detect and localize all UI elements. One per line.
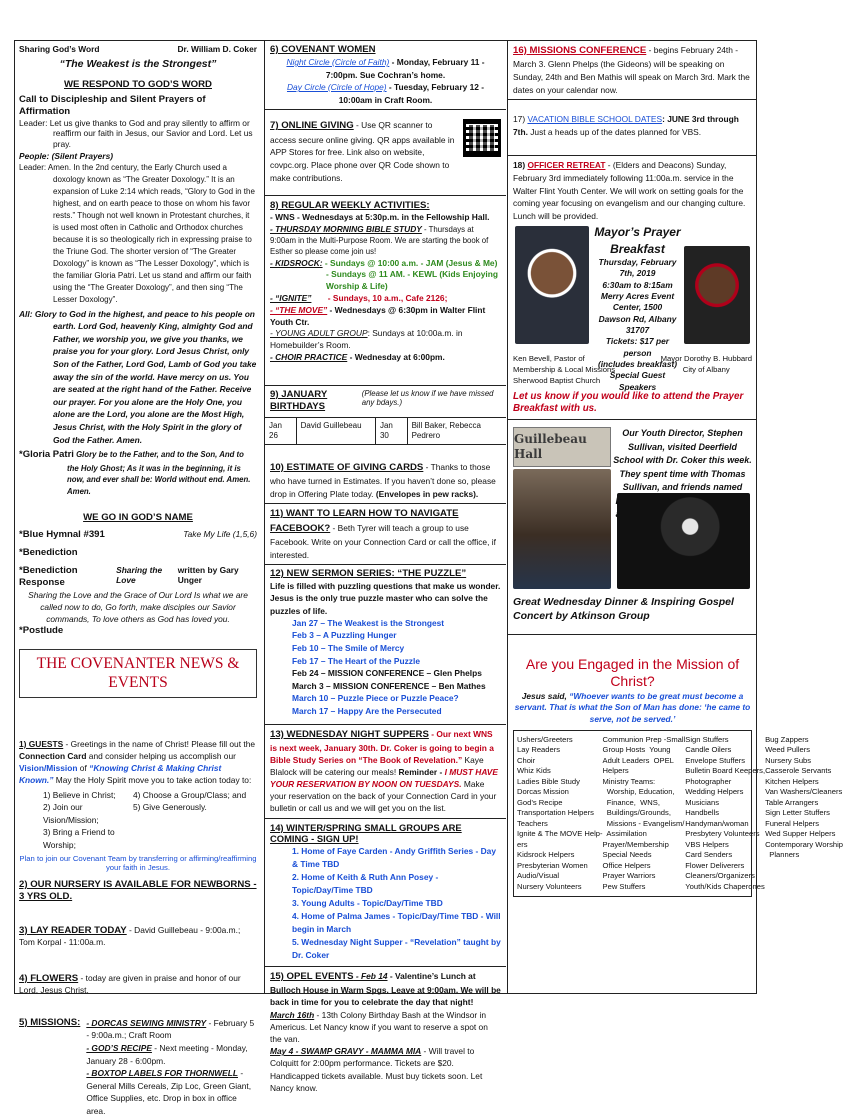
ministry-item: Prayer/Membership [602,839,669,849]
caption-right: Mayor Dorothy B. Hubbard City of Albany [660,354,752,375]
small-groups-list [270,845,501,962]
list-item: 1. Home of Faye Carden - Andy Griffith Series - Day & Time TBD [292,846,496,870]
prayer-breakfast-cta: Let us know if you would like to attend the Prayer Breakfast with us. [513,390,744,415]
ministry-item: Funeral Helpers [765,818,820,828]
speaker-photo-ken-bevell [515,226,589,344]
sermon-series-item: Feb 10 – The Smile of Mercy [292,642,405,653]
ministry-item: Pew Stuffers [602,881,646,891]
sermon-series-item: Feb 3 – A Puzzling Hunger [292,630,397,641]
go-in-heading: WE GO IN GOD’S NAME [83,511,193,523]
s8-title: 8) REGULAR WEEKLY ACTIVITIES: [270,200,430,212]
ministry-item [765,861,843,871]
s9-header: 9) JANUARY BIRTHDAYS (Please let us know if we have missed any bdays.) [270,388,494,412]
news-item-missions: 5) MISSIONS: - DORCAS SEWING MINISTRY - February 5 - 9:00a.m.; Craft Room - GOD’S RECIPE - Next meeting - Monday, January 28 - 6:00pm. - BOXTOP LABELS FOR THORNWELL - General Mills Cereals, Zip Loc, Green Giant, Office Supplies, etc. Drop in box in office area. [19,1017,257,1118]
ministry-item: Nursery Volunteers [517,881,582,891]
qr-code-icon[interactable] [463,119,501,157]
call-heading: Call to Discipleship and Silent Prayers of Affirmation [19,93,206,117]
preacher-name: Dr. William D. Coker [177,44,257,54]
table-cell: Jan 30 [376,418,408,444]
ministry-grid [513,730,843,897]
ministry-item: Presbytery Volunteers [685,829,760,839]
s11-facebook: 11) WANT TO LEARN HOW TO NAVIGATE FACEBOOK? - Beth Tyrer will teach a group to use Facebook. Write on your Connection Card or call the office, if interested. [270,508,496,560]
sermon-series-item: March 3 – MISSION CONFERENCE – Ben Mathes [292,680,486,691]
youth-director-text: Our Youth Director, Stephen Sullivan, visited Deerfield School with Dr. Coker this week. They spent time with Thomas Sullivan, and friends named [613,428,752,493]
ministry-item: Contemporary Worship [765,839,843,849]
s13-suppers: 13) WEDNESDAY NIGHT SUPPERS - Our next WNS is next week, January 30th. Dr. Coker is going to begin a Bible Study Series on “The Book of Revelation.” Kaye Blalock will be catering our meals! Reminder - I MUST HAVE YOUR RESERVATION BY NOON ON TUESDAYS. Make your reservation on the back of your Connection Card in your bulletin or call us and we will get you on the list. [270,728,498,814]
list-item: - GOD’S RECIPE - Next meeting - Monday, January 28 - 6:00pm. [86,1042,248,1066]
table-cell: David Guillebeau [297,418,376,444]
ministry-item: Special Needs [602,850,652,860]
list-item: - “THE MOVE” - Wednesdays @ 6:30pm in Walter Flint Youth Ctr. [270,304,486,327]
guillebeau-hall-sign: Guillebeau Hall [513,427,611,467]
s10-giving-cards: 10) ESTIMATE OF GIVING CARDS - Thanks to those who have turned in Estimates. If you haven’t done so, please drop in Offering Plate today. (Envelopes in pew racks). [270,461,496,499]
column-events [507,40,843,994]
list-item: 3. Young Adults - Topic/Day/Time TBD [292,898,443,909]
ministry-item: Lay Readers [517,745,561,755]
covenant-team-note: Plan to join our Covenant Team by transferring or affirming/reaffirming your faith in Jesus. [19,853,257,873]
ministry-item: Helpers [602,766,629,776]
birthday-table [265,417,506,445]
ministry-item [765,882,843,892]
gloria-patri: *Gloria Patri Glory be to the Father, and to the Son, And to the Holy Ghost; As it was in the beginning, it is now, and ever shall be: World without end. Amen. Amen. [19,449,251,496]
missions-list [80,1017,257,1118]
s15-opel-events: 15) OPEL EVENTS - Feb 14 - Valentine’s Lunch at Bulloch House in Warm Spgs. Leave at 9:00am. We will be back in time for you to celebrate the day that night! March 16th - 13th Colony Birthday Bash at the Windsor in Americus. Let Nancy know if you want to reserve a spot on the van. May 4 - SWAMP GRAVY - MAMMA MIA - Will travel to Colquitt for 2:00pm performance. Tickets are $20. Handicapped tickets available. Must buy tickets soon. Let Nancy know. [270,971,501,1093]
sermon-series-list [270,617,501,718]
ministry-item: Flower Deliverers [685,860,745,870]
ministry-item: Whiz Kids [517,766,551,776]
ministry-item: Sign Letter Stuffers [765,808,830,818]
ministry-item: Card Senders [685,850,733,860]
ministry-item: Youth/Kids Chaperones [685,881,765,891]
ministry-item: Finance, WNS, [602,797,660,807]
list-item: - Sundays @ 11 AM. - KEWL (Kids Enjoying Worship & Life) [326,269,498,292]
list-item: - KIDSROCK: - Sundays @ 10:00 a.m. - JAM (Jesus & Me) [270,257,498,268]
leader-paragraph-1: Leader: Let us give thanks to God and pray silently to affirm or reaffirm our faith in Jesus, our Savior and Lord. Let us pray. [19,117,253,149]
s6-title: 6) COVENANT WOMEN [270,44,376,55]
list-item: - DORCAS SEWING MINISTRY - February 5 - 9:00a.m.; Craft Room [86,1017,255,1041]
sermon-section-label: Sharing God’s Word [19,44,100,54]
ministry-item: Transportation Helpers [517,808,594,818]
ministry-item: Wed Supper Helpers [765,829,836,839]
benediction: *Benediction [19,546,78,558]
postlude: *Postlude [19,625,64,637]
news-item-flowers: 4) FLOWERS - today are given in praise and honor of our Lord, Jesus Christ. [19,972,241,995]
table-cell: Bill Baker, Rebecca Pedrero [411,420,481,440]
ministry-item: Planners [765,850,800,860]
s8-body [270,212,501,363]
prayer-breakfast-title: Mayor’s Prayer Breakfast [594,225,681,256]
ministry-item: Weed Pullers [765,745,811,755]
list-item: - “IGNITE” - Sundays, 10 a.m., Cafe 2126; [270,293,448,304]
list-item: 1) Believe in Christ; 4) Choose a Group/Class; and [43,789,247,800]
list-item: - CHOIR PRACTICE - Wednesday at 6:00pm. [270,351,445,362]
ministry-item: Cleaners/Organizers [685,871,755,881]
benediction-lyrics: Sharing the Love and the Grace of Our Lord Is what we are called now to do, Go forth, make disciples our Savior commands, To love others as God has loved you. [28,589,248,624]
ministry-item: Prayer Warriors [602,871,656,881]
sermon-series-item: Feb 17 – The Heart of the Puzzle [292,655,420,666]
ministry-item: Office Helpers [602,860,651,870]
ministry-item: Missions - Evangelism/ [602,818,685,828]
sermon-series-item: Jan 27 – The Weakest is the Strongest [292,617,445,628]
sermon-series-item: March 17 – Happy Are the Persecuted [292,706,442,716]
ministry-item: ers [517,839,528,849]
respond-heading: WE RESPOND TO GOD’S WORD [63,78,212,90]
dinner-caption: Great Wednesday Dinner & Inspiring Gospel Concert by Atkinson Group [513,596,734,623]
ministry-item: VBS Helpers [685,839,729,849]
ministry-item: Adult Leaders OPEL [602,755,674,765]
ministry-item: Casserole Servants [765,766,832,776]
column-worship-order [14,40,262,1117]
engaged-heading: Are you Engaged in the Mission of Christ? [525,655,740,690]
sermon-title: “The Weakest is the Strongest” [59,57,217,70]
column-announcements [264,40,506,1093]
ministry-item: Wedding Helpers [685,787,744,797]
sermon-series-item: Feb 24 – MISSION CONFERENCE – Glen Phelps [292,668,482,679]
ministry-item: Handbells [685,808,720,818]
ministry-item: Buildings/Grounds, [602,808,671,818]
ministry-item: Dorcas Mission [517,787,569,797]
people-label: People: (Silent Prayers) [19,151,114,162]
list-item: Night Circle (Circle of Faith) - Monday, February 11 - 7:00pm. Sue Cochran’s home. [286,56,485,80]
concert-photo [617,493,750,589]
s12-intro: Life is filled with puzzling questions that make us wonder. Jesus is the only true puzzle master who can solve the puzzles of life. [270,581,501,616]
ministry-item [765,871,843,881]
ministry-item: Sign Stuffers [685,734,729,744]
guest-steps [19,789,257,852]
ministry-item: Nursery Subs [765,755,812,765]
ministry-item: Handyman/woman [685,818,749,828]
ministry-item: Photographer [685,776,732,786]
ministry-item: Communion Prep -Small [602,734,686,744]
list-item: - THURSDAY MORNING BIBLE STUDY - Thursdays at 9:00am in the Multi-Purpose Room. We are starting the book of Esther so please come join us! [270,224,489,256]
list-item: 4. Home of Palma James - Topic/Day/Time TBD - Will begin in March [292,911,501,935]
list-item: 2) Join our Vision/Mission; 5) Give Generously. [43,802,207,825]
list-item: 5. Wednesday Night Supper - “Revelation” taught by Dr. Coker [292,937,501,961]
ministry-item: Assimilation [602,829,647,839]
list-item: - BOXTOP LABELS FOR THORNWELL - General Mills Cereals, Zip Loc, Green Giant, Office Supplies, etc. Drop in box in office area. [86,1068,252,1117]
s17-vbs: 17) VACATION BIBLE SCHOOL DATES: JUNE 3rd through 7th. Just a heads up of the dates planned for VBS. [513,114,739,137]
ministry-item: Ignite & The MOVE Help- [517,829,603,839]
news-item-guests: 1) GUESTS - Greetings in the name of Christ! Please fill out the Connection Card and consider helping us accomplish our Vision/Mission of “Knowing Christ & Making Christ Known.” May the Holy Spirit move you to take action today to: [19,738,256,786]
youth-section [513,423,752,593]
ministry-item: Group Hosts Young [602,745,671,755]
prayer-breakfast-details: Mayor’s Prayer Breakfast Thursday, February 7th, 2019 6:30am to 8:15am Merry Acres Event Center, 1500 Dawson Rd, Albany 31707 Tickets: $17 per person (includes breakfast) Special Guest Speakers [594,225,681,392]
ministry-item: Kidsrock Helpers [517,850,575,860]
youth-photo [513,469,611,589]
list-item: 2. Home of Keith & Ruth Ann Posey - Topic/Day/Time TBD [292,872,439,896]
s7-online-giving: 7) ONLINE GIVING - Use QR scanner to access secure online giving. QR apps available in APP Stores for free. Link also on website, covpc.org. Place phone over QR Code shown to make contributions. [270,119,501,184]
ministry-item: Ladies Bible Study [517,776,580,786]
list-item: 3) Bring a Friend to Worship; [43,827,115,850]
ministry-item: Presbyterian Women [517,860,588,870]
s18-officer-retreat: 18) OFFICER RETREAT - (Elders and Deacons) Sunday, February 3rd immediately following 11:00a.m. service in the Walter Flint Youth Center. We will work on setting goals for the coming year focusing on evangelism and our changing culture. Lunch will be provided. [513,160,746,221]
ministry-item: Table Arrangers [765,797,819,807]
leader-paragraph-2: Leader: Amen. In the 2nd century, the Early Church used a doxology known as “The Greater Doxology.” It is an expansion of Luke 2:14 which reads, “Glory to God in the highest, and on earth peace to those on whom his favor rests.” Though not well known in Protestant churches, it is used most often in Catholic and Orthodox churches because it is so theologically rich in expressing praise to the Triune God. The shorter version of “The Greater Doxology” is known as “The Lesser Doxology”, which is the familiar Gloria Patri. Let us stand and affirm our faith using the “The Greater Doxology”, and then sing “The Lesser Doxology”. [19,162,255,304]
news-item-nursery: 2) OUR NURSERY IS AVAILABLE FOR NEWBORNS - 3 YRS OLD. [19,878,257,902]
ministry-item: God’s Recipe [517,797,563,807]
table-cell: Jan 26 [265,418,297,444]
news-banner: THE COVENANTER NEWS & EVENTS [19,649,257,698]
s16-missions-conference: 16) MISSIONS CONFERENCE - begins February 24th - March 3. Glenn Phelps (the Gideons) will be speaking on Sunday, 24th and Ben Mathis will speak on March 3rd. Mark the dates on your calendar now. [513,45,750,95]
all-response: All: Glory to God in the highest, and peace to his people on earth. Lord God, heavenly King, almighty God and Father, we worship you, we give you thanks, we praise you for your glory. Lord Jesus Christ, only Son of the Father, Lord God, Lamb of God you take away the sin of the world. Have mercy on us. You are seated at the right hand of the Father. Receive our prayer. For you alone are the Holy One, you alone are the Lord, you alone are the Most High, Jesus Christ, with the Holy Spirit in the glory of God the Father. Amen. [19,308,257,445]
list-item: - WNS - Wednesdays at 5:30p.m. in the Fellowship Hall. [270,212,490,223]
ministry-item: Envelope Stuffers [685,755,746,765]
ministry-item: Kitchen Helpers [765,776,819,786]
ministry-item: Worship, Education, [602,787,675,797]
ministry-item: Van Washers/Cleaners [765,787,843,797]
ministry-item: Musicians [685,797,720,807]
s14-title: 14) WINTER/SPRING SMALL GROUPS ARE COMING - SIGN UP! [270,821,462,845]
ministry-item: Bug Zappers [765,734,809,744]
benediction-response: *Benediction Response Sharing the Love written by Gary Unger [19,564,239,588]
jesus-quote: Jesus said, “Whoever wants to be great must become a servant. That is what the Son of Man has done: ‘he came to serve, not be served.’ [514,690,751,725]
caption-left: Ken Bevell, Pastor of Membership & Local Missions Sherwood Baptist Church [513,354,616,386]
ministry-item: Teachers [517,818,548,828]
ministry-item: Choir [517,755,536,765]
list-item: Day Circle (Circle of Hope) - Tuesday, February 12 - 10:00am in Craft Room. [286,82,485,105]
ministry-item: Candle Oilers [685,745,732,755]
list-item: - YOUNG ADULT GROUP: Sundays at 10:00a.m. in Homebuilder’s Room. [270,328,463,351]
ministry-item: Ministry Teams: [602,776,656,786]
hymn-line: *Blue Hymnal #391 Take My Life (1,5,6) [19,528,257,540]
ministry-item: Ushers/Greeters [517,734,573,744]
sermon-header [19,44,257,55]
s12-title: 12) NEW SERMON SERIES: “THE PUZZLE” [270,568,467,580]
speaker-photo-mayor-hubbard [684,246,750,344]
s6-body [270,56,501,106]
ministry-item: Audio/Visual [517,871,560,881]
sermon-series-item: March 10 – Puzzle Piece or Puzzle Peace? [292,693,459,704]
ministry-item: Bulletin Board Keepers, [685,766,766,776]
news-item-lay-reader: 3) LAY READER TODAY - David Guillebeau - 9:00a.m.; Tom Korpal - 11:00a.m. [19,924,241,947]
